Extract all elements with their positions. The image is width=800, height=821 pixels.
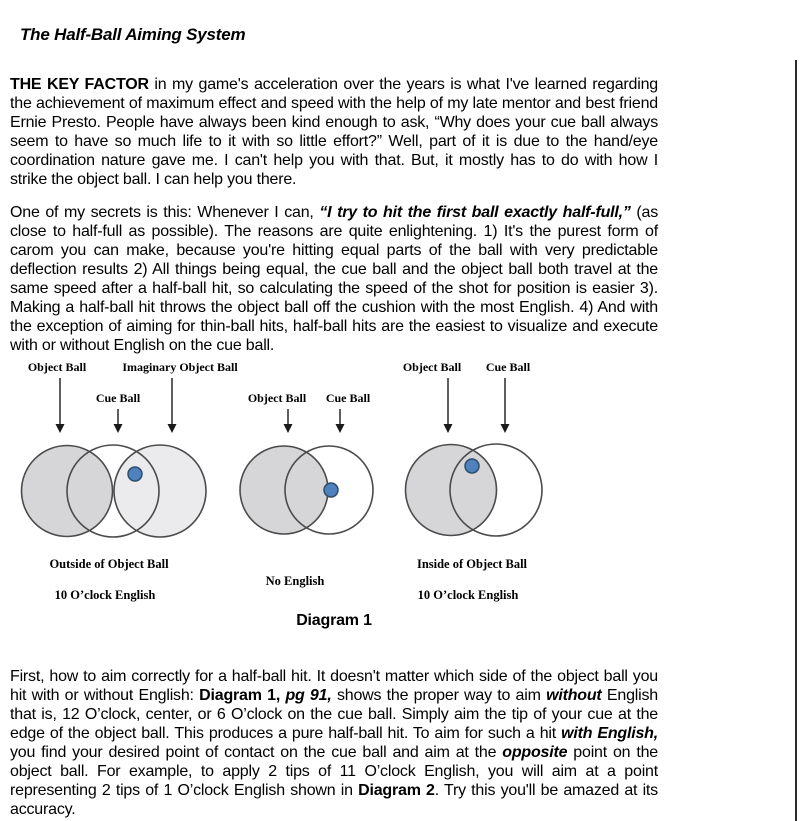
text-segment: point on the object ball. For example, to apply 2 tips of 11 O’clock English, you will aim at a point representing 2 tips of 1 O’clock English shown in (10, 744, 658, 799)
right-inside-english-label: Cue Ball (485, 360, 531, 374)
text-segment: opposite (502, 744, 568, 761)
right-inside-english-arrow-head-icon (501, 424, 510, 433)
text-segment: First, how to aim correctly for a half-ball hit. It doesn't matter which side of the object ball you hit with or without English: (10, 668, 658, 704)
text-segment: shows the proper way to aim (331, 687, 547, 704)
left-outside-english-arrow-head-icon (114, 424, 123, 433)
left-outside-english-imaginary-object-ball (114, 445, 206, 537)
diagram-1-caption: Diagram 1 (296, 612, 372, 629)
paragraph-how-to-aim (10, 667, 658, 819)
paragraph-secrets (10, 203, 658, 355)
middle-no-english-english-dot (324, 483, 338, 497)
middle-no-english-object-ball (240, 446, 328, 534)
middle-no-english-arrow-head-icon (284, 424, 293, 433)
middle-no-english-caption: No English (265, 574, 325, 588)
text-segment: (as close to half-full as possible). The reasons are quite enlightening. 1) It's the purest form of carom you can make, because you're hitting equal parts of the ball with very predictable deflection results 2) All things being equal, the cue ball and the object ball both travel at the same speed after a half-ball hit, so calculating the speed of the shot for position is easier 3). Making a half-ball hit throws the object ball off the cushion with the most English. 4) And with the exception of aiming for thin-ball hits, half-ball hits are the easiest to visualize and execute with or without English on the cue ball. (10, 204, 659, 354)
left-outside-english-label: Object Ball (27, 360, 87, 374)
right-inside-english-english-dot (465, 459, 479, 473)
page-frame-border (795, 60, 797, 821)
left-outside-english-caption: Outside of Object Ball (49, 557, 169, 571)
left-outside-english-label: Imaginary Object Ball (122, 360, 238, 374)
text-segment: Diagram 1, (199, 687, 281, 704)
text-segment: One of my secrets is this: Whenever I can, (10, 204, 320, 221)
right-inside-english-caption: Inside of Object Ball (416, 557, 528, 571)
left-outside-english-caption: 10 O’clock English (54, 588, 156, 602)
right-inside-english-arrow-head-icon (444, 424, 453, 433)
middle-no-english-label: Cue Ball (325, 391, 371, 405)
right-inside-english-caption: 10 O’clock English (417, 588, 519, 602)
middle-no-english-arrow-head-icon (336, 424, 345, 433)
text-segment: with English, (561, 725, 658, 742)
left-outside-english-english-dot (128, 467, 142, 481)
text-segment: THE KEY FACTOR (10, 76, 149, 93)
text-segment: pg 91, (285, 687, 332, 704)
text-segment: “I try to hit the first ball exactly half-full,” (319, 204, 631, 221)
text-segment: . Try this you'll be amazed at its accuracy. (10, 782, 658, 818)
right-inside-english-label: Object Ball (402, 360, 462, 374)
text-segment: English that is, 12 O’clock, center, or 6 O’clock on the cue ball. Simply aim the tip of your cue at the edge of the object ball. This produces a pure half-ball hit. To aim for such a hit (10, 687, 658, 742)
diagram-1-figure (0, 355, 800, 605)
left-outside-english-arrow-head-icon (56, 424, 65, 433)
left-outside-english-arrow-head-icon (168, 424, 177, 433)
middle-no-english-label: Object Ball (247, 391, 307, 405)
right-inside-english-object-ball (406, 445, 497, 536)
page-title: The Half-Ball Aiming System (20, 25, 246, 45)
text-segment: without (546, 687, 602, 704)
paragraph-key-factor (10, 75, 658, 189)
text-segment: you find your desired point of contact on the cue ball and aim at the (10, 744, 503, 761)
left-outside-english-label: Cue Ball (95, 391, 141, 405)
text-segment: Diagram 2 (358, 782, 435, 799)
text-segment: in my game's acceleration over the years is what I've learned regarding the achievement of maximum effect and speed with the help of my late mentor and best friend Ernie Presto. People have always been kind enough to ask, “Why does your cue ball always seem to have so much life to it with so little effort?” Well, part of it is due to the hand/eye coordination nature gave me. I can't help you with that. But, it mostly has to do with how I strike the object ball. I can help you there. (10, 76, 659, 188)
